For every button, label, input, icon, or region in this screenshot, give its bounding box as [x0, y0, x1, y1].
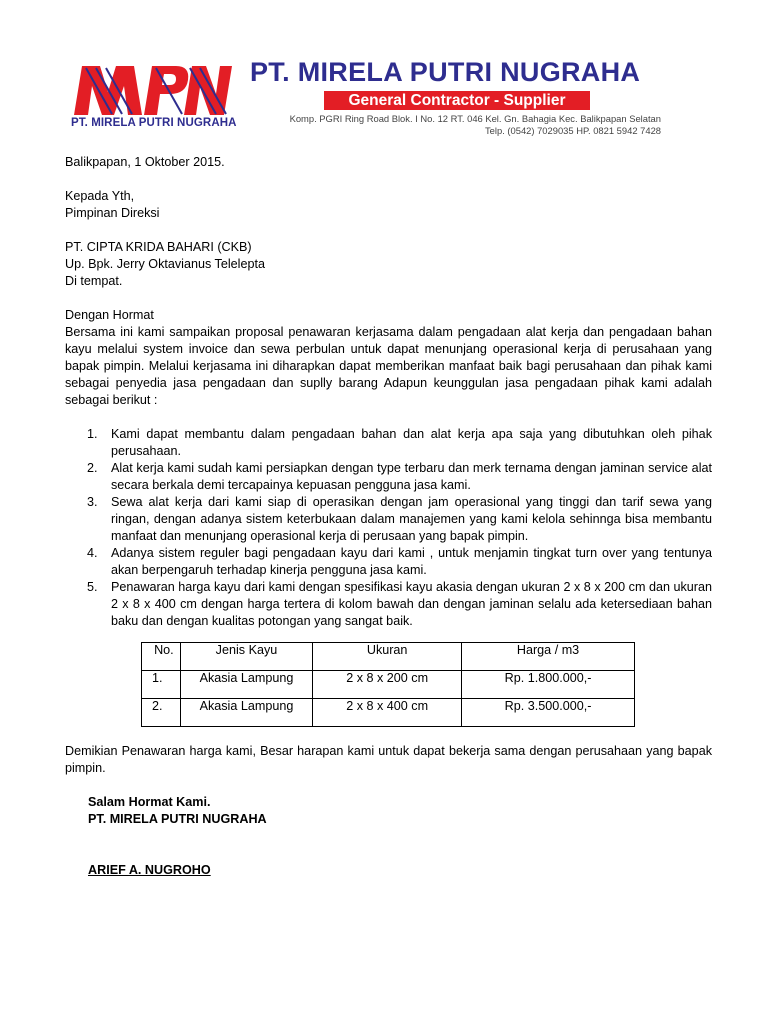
cell-size: 2 x 8 x 400 cm: [313, 699, 462, 727]
cell-wood-type: Akasia Lampung: [180, 699, 312, 727]
table-header-row: [142, 643, 635, 671]
list-item-text: Adanya sistem reguler bagi pengadaan kayu dari kami , untuk menjamin tingkat turn over yang tentunya akan berpengaruh terhadap kinerja pengguna jasa kami.: [111, 546, 712, 577]
list-item-number: 4.: [87, 546, 98, 560]
table-row: [142, 699, 635, 727]
advantages-list: [65, 426, 712, 630]
header-no: No.: [142, 643, 181, 671]
salutation: Salam Hormat Kami.: [88, 795, 211, 809]
greeting: Dengan Hormat: [65, 308, 154, 322]
list-item-number: 2.: [87, 461, 98, 475]
cell-no: 2.: [142, 699, 181, 727]
company-address: [261, 113, 661, 137]
list-item-text: Kami dapat membantu dalam pengadaan bahan dan alat kerja apa saja yang dibutuhkan oleh pihak perusahaan.: [111, 427, 712, 458]
mpn-logo-mark: [72, 60, 232, 120]
address-line: Komp. PGRI Ring Road Blok. I No. 12 RT. 046 Kel. Gn. Bahagia Kec. Balikpapan Selatan: [289, 113, 661, 124]
addressee-line-1: Kepada Yth,: [65, 189, 135, 203]
list-item-text: Alat kerja kami sudah kami persiapkan dengan type terbaru dan merk ternama dengan jaminan service alat secara berkala demi tercapainya kepuasan pengguna jasa kami.: [111, 461, 712, 492]
list-item-text: Penawaran harga kayu dari kami dengan spesifikasi kayu akasia dengan ukuran 2 x 8 x 200 cm dan ukuran 2 x 8 x 400 cm dengan harga tertera di kolom bawah dan dengan jaminan selalu ada ketersediaan bahan baku dan dengan kualitas potongan yang sangat baik.: [111, 580, 712, 628]
company-name: PT. MIRELA PUTRI NUGRAHA: [250, 57, 641, 87]
letterhead: [68, 55, 668, 140]
letter-body: [65, 154, 712, 630]
cell-price: Rp. 1.800.000,-: [462, 671, 635, 699]
company-logo: [68, 55, 238, 135]
cell-price: Rp. 3.500.000,-: [462, 699, 635, 727]
signer-name: ARIEF A. NUGROHO: [88, 863, 211, 877]
letter-date: Balikpapan, 1 Oktober 2015.: [65, 155, 225, 169]
table-row: [142, 671, 635, 699]
header-wood-type: Jenis Kayu: [180, 643, 312, 671]
logo-caption: PT. MIRELA PUTRI NUGRAHA: [71, 117, 237, 129]
cell-size: 2 x 8 x 200 cm: [313, 671, 462, 699]
list-item-number: 1.: [87, 427, 98, 441]
phone-line: Telp. (0542) 7029035 HP. 0821 5942 7428: [484, 125, 661, 136]
list-item: [65, 579, 712, 630]
intro-paragraph: Bersama ini kami sampaikan proposal penawaran kerjasama dalam pengadaan alat kerja dan pengadaan bahan kayu melalui system invoice dan sewa perbulan untuk dapat menunjang operasional kerja di perusahaan yang bapak pimpin. Melalui kerjasama ini diharapkan dapat memberikan manfaat baik bagi perusahaan dan pihak kami sebagai penyedia jasa pengadaan dan suplly barang Adapun keunggulan jasa pengadaan pihak kami adalah sebagai berikut :: [65, 325, 712, 407]
recipient-person: Up. Bpk. Jerry Oktavianus Telelepta: [65, 257, 265, 271]
header-size: Ukuran: [313, 643, 462, 671]
list-item-number: 3.: [87, 495, 98, 509]
addressee-line-2: Pimpinan Direksi: [65, 206, 160, 220]
signature-block: [88, 794, 267, 828]
list-item: [65, 494, 712, 545]
list-item: [65, 426, 712, 460]
list-item: [65, 545, 712, 579]
cell-wood-type: Akasia Lampung: [180, 671, 312, 699]
list-item: [65, 460, 712, 494]
recipient-company: PT. CIPTA KRIDA BAHARI (CKB): [65, 240, 252, 254]
cell-no: 1.: [142, 671, 181, 699]
recipient-place: Di tempat.: [65, 274, 123, 288]
price-table: [141, 642, 635, 727]
header-price: Harga / m3: [462, 643, 635, 671]
list-item-text: Sewa alat kerja dari kami siap di operasikan dengan jam operasional yang tinggi dan tarif sewa yang ringan, dengan adanya sistem keterbukaan dalam manajemen yang kami kelola sehinnga bisa membantu manfaat dan menunjang operasional kerja di perusaan yang bapak pimpin.: [111, 495, 712, 543]
list-item-number: 5.: [87, 580, 98, 594]
closing-paragraph: Demikian Penawaran harga kami, Besar harapan kami untuk dapat bekerja sama dengan perusahaan yang bapak pimpin.: [65, 744, 712, 775]
signing-company: PT. MIRELA PUTRI NUGRAHA: [88, 812, 267, 826]
company-tagline: General Contractor - Supplier: [324, 91, 590, 110]
